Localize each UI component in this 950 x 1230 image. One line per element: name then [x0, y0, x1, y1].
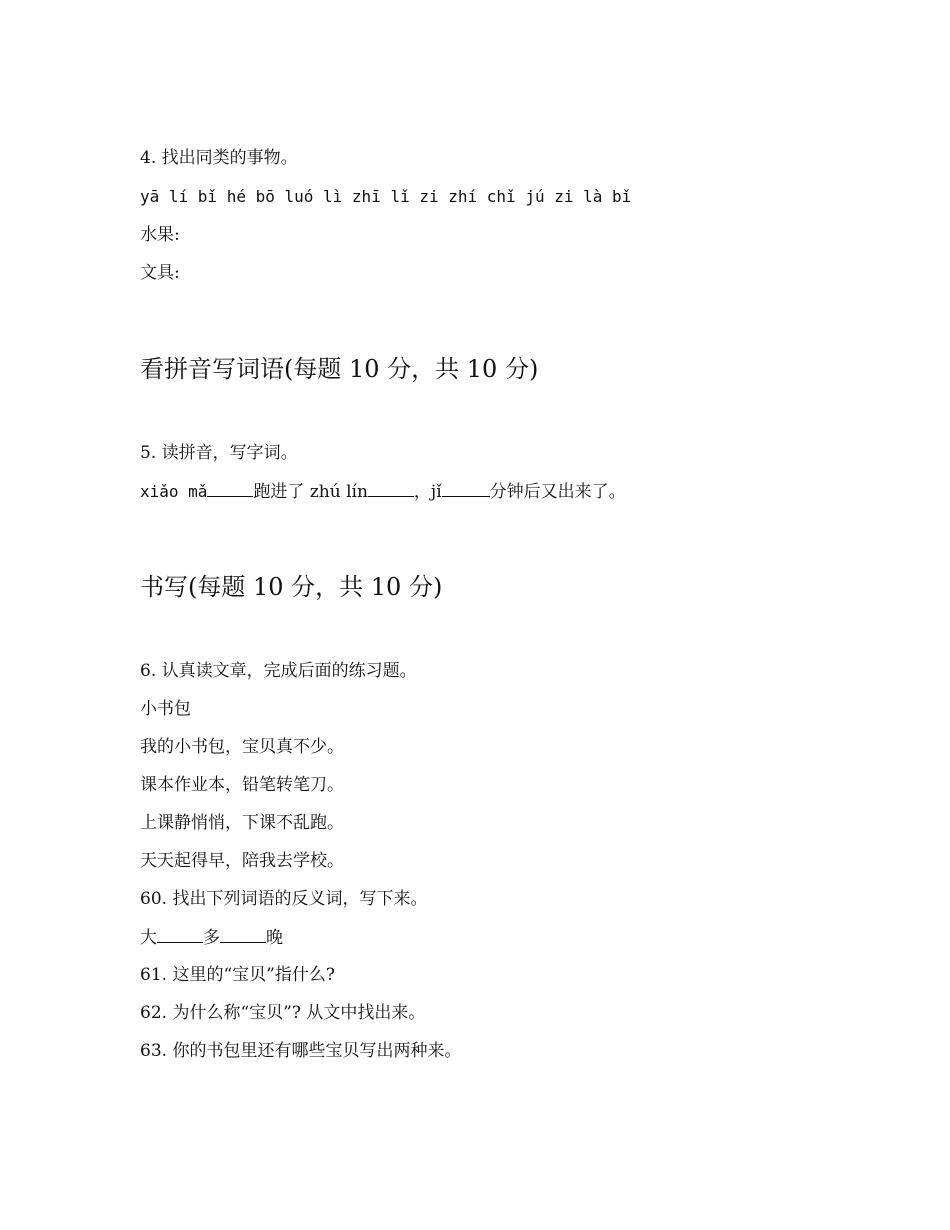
fruit-label: 水果: — [140, 225, 180, 245]
antonym-word: 多 — [203, 928, 220, 948]
antonym-row — [140, 926, 283, 949]
answer-blank[interactable] — [220, 926, 266, 943]
question-4-title: 4. 找出同类的事物。 — [140, 148, 298, 168]
antonym-word: 大 — [140, 928, 157, 948]
poem-line: 我的小书包，宝贝真不少。 — [140, 737, 344, 757]
answer-blank[interactable] — [442, 480, 490, 497]
poem-line: 课本作业本，铅笔转笔刀。 — [140, 775, 344, 795]
subquestion-63: 63. 你的书包里还有哪些宝贝写出两种来。 — [140, 1041, 462, 1061]
q5-segment-1: xiǎo mǎ — [140, 482, 208, 501]
poem-title: 小书包 — [140, 699, 191, 719]
poem-line: 上课静悄悄，下课不乱跑。 — [140, 813, 344, 833]
answer-blank[interactable] — [207, 480, 253, 497]
answer-blank[interactable] — [368, 480, 414, 497]
question-5-title: 5. 读拼音，写字词。 — [140, 443, 298, 463]
antonym-word: 晚 — [266, 928, 283, 948]
section-heading-pinyin: 看拼音写词语(每题 10 分，共 10 分) — [140, 355, 539, 383]
q5-segment-3: ，jǐ — [413, 482, 442, 502]
section-heading-writing: 书写(每题 10 分，共 10 分) — [140, 573, 443, 601]
q5-segment-4: 分钟后又出来了。 — [489, 482, 626, 502]
question-5-sentence — [140, 480, 626, 503]
answer-blank[interactable] — [157, 926, 203, 943]
subquestion-62: 62. 为什么称“宝贝”? 从文中找出来。 — [140, 1003, 426, 1023]
stationery-label: 文具: — [140, 263, 180, 283]
subquestion-60: 60. 找出下列词语的反义词，写下来。 — [140, 889, 428, 909]
subquestion-61: 61. 这里的“宝贝”指什么? — [140, 965, 335, 985]
question-6-title: 6. 认真读文章，完成后面的练习题。 — [140, 661, 417, 681]
q5-segment-2: 跑进了 zhú lín — [253, 482, 368, 502]
question-4-pinyin: yā lí bǐ hé bō luó lì zhī lǐ zi zhí chǐ jú zi là bǐ — [140, 187, 632, 206]
poem-line: 天天起得早，陪我去学校。 — [140, 851, 344, 871]
